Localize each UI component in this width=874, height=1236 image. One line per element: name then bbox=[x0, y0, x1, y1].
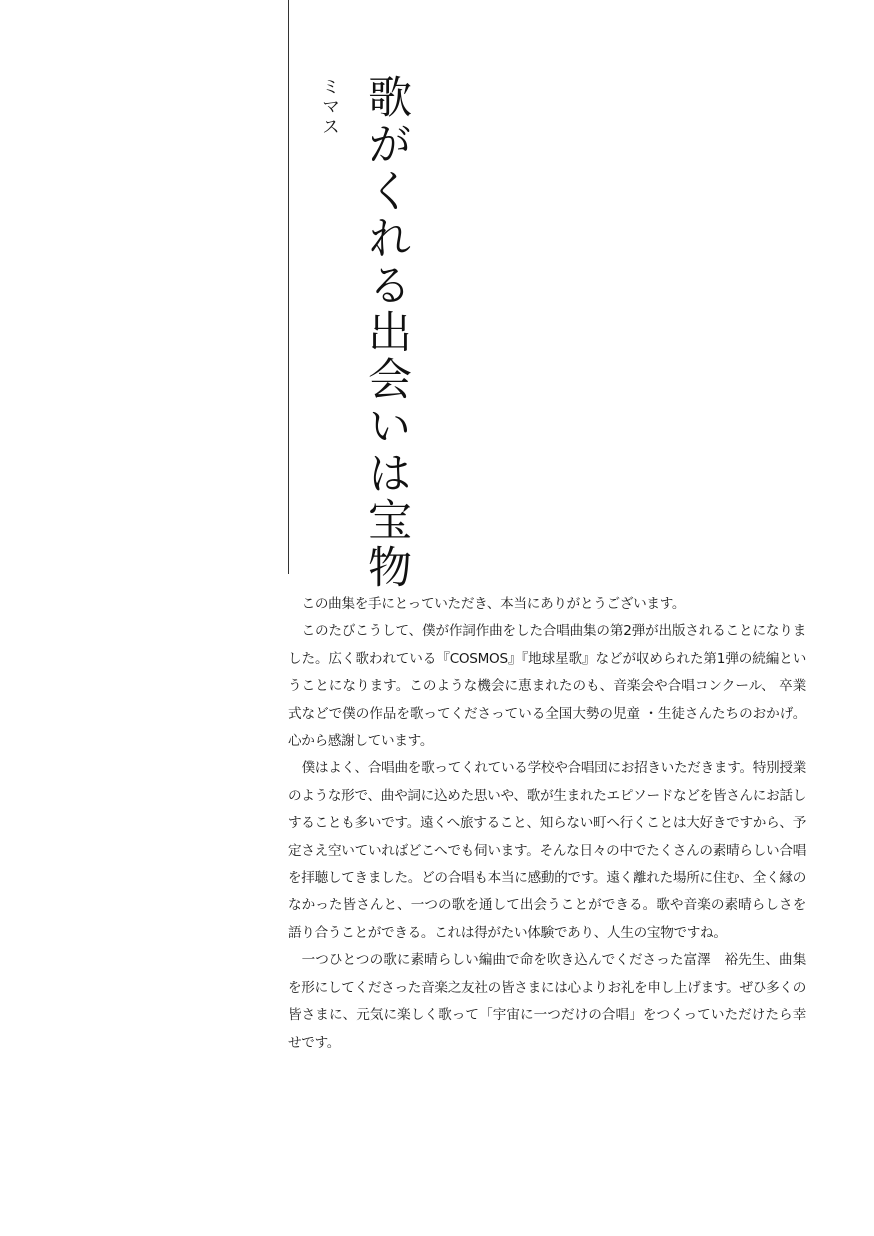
body-text bbox=[288, 591, 806, 1057]
page-title: 歌がくれる出会いは宝物 bbox=[360, 74, 411, 591]
paragraph-2: このたびこうして、僕が作詞作曲をした合唱曲集の第2弾が出版されることになりました。広く歌われている『COSMOS』『地球星歌』などが収められた第1弾の続編ということになります。このような機会に恵まれたのも、音楽会や合唱コンクール、 卒業式などで僕の作品を歌ってくださっている全国大勢の児童 ・生徒さんたちのおかげ。心から感謝しています。 bbox=[288, 623, 806, 750]
paragraph-3: 僕はよく、合唱曲を歌ってくれている学校や合唱団にお招きいただきます。特別授業のような形で、曲や詞に込めた思いや、歌が生まれたエピソードなどを皆さんにお話しすることも多いです。遠くへ旅すること、知らない町へ行くことは大好きですから、予定さえ空いていればどこへでも伺います。そんな日々の中でたくさんの素晴らしい合唱を拝聴してきました。どの合唱も本当に感動的です。遠く離れた場所に住む、全く縁のなかった皆さんと、一つの歌を通して出会うことができる。歌や音楽の素晴らしさを語り合うことができる。これは得がたい体験であり、人生の宝物ですね。 bbox=[288, 760, 806, 941]
paragraph-4: 一つひとつの歌に素晴らしい編曲で命を吹き込んでくださった富澤 裕先生、曲集を形にしてくださった音楽之友社の皆さまには心よりお礼を申し上げます。ぜひ多くの皆さまに、元気に楽しく歌って「宇宙に一つだけの合唱」をつくっていただけたら幸せです。 bbox=[288, 952, 806, 1051]
author-name: ミマス bbox=[319, 77, 340, 137]
vertical-divider-line bbox=[288, 0, 289, 574]
paragraph-1: この曲集を手にとっていただき、本当にありがとうございます。 bbox=[301, 596, 686, 612]
